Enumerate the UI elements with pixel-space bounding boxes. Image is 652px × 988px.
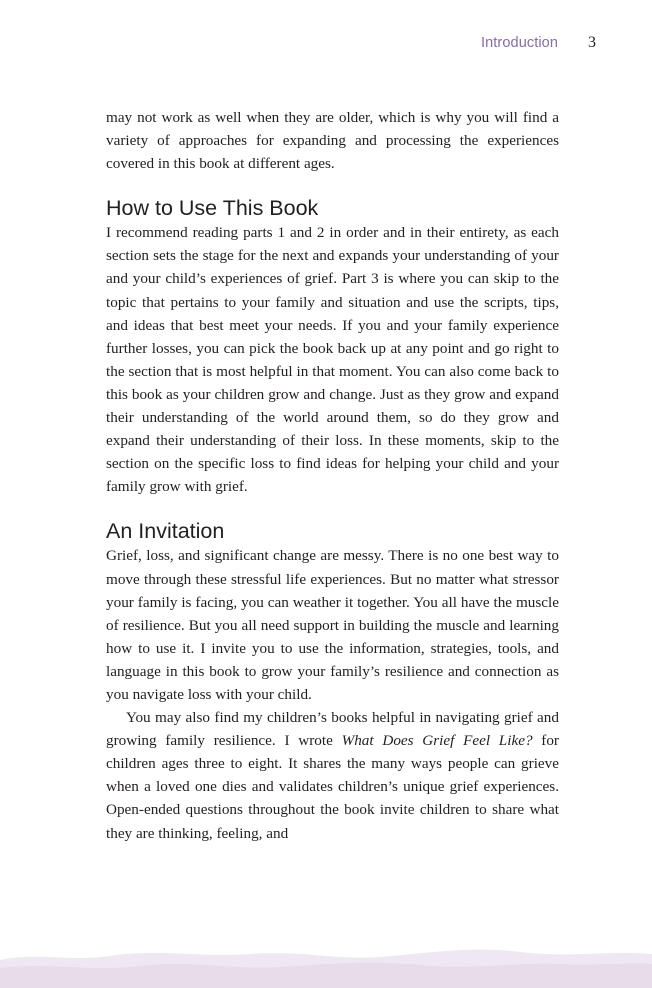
heading-invitation: An Invitation — [106, 519, 225, 544]
paragraph-childrens-books — [106, 706, 559, 845]
paragraph-text-start: You may also find my children’s books helpful in navigating grief and growing family resilience. I wrote — [106, 709, 559, 750]
paragraph-continued: may not work as well when they are older, which is why you will find a variety of approaches for expanding and processing the experiences covered in this book at different ages. — [106, 109, 559, 173]
page-body — [106, 106, 559, 845]
page-number: 3 — [588, 34, 596, 51]
paragraph-how-to-use: I recommend reading parts 1 and 2 in order and in their entirety, as each section sets the stage for the next and expands your understanding of your and your child’s experiences of grief. Part 3 is where you can skip to the topic that pertains to your family and situation and use the scripts, tips, and ideas that best meet your needs. If you and your family experience further losses, you can pick the book back up at any point and go right to the section that is most helpful in that moment. You can also come back to this book as your children grow and change. Just as they grow and expand their understanding of the world around them, so do they grow and expand their understanding of their loss. In these moments, skip to the section on the specific loss to find ideas for helping your child and your family grow with grief. — [106, 224, 559, 496]
book-title: What Does Grief Feel Like? — [341, 732, 533, 750]
running-head-section: Introduction — [481, 35, 558, 51]
paragraph-text-end: for children ages three to eight. It shares the many ways people can grieve when a loved one dies and validates children’s unique grief experiences. Open-ended questions throughout the book invite children to share what they are thinking, feeling, and — [106, 732, 559, 842]
running-header — [0, 34, 652, 56]
decorative-wave-footer — [0, 938, 652, 988]
paragraph-invitation: Grief, loss, and significant change are messy. There is no one best way to move through these stressful life experiences. But no matter what stressor your family is facing, you can weather it together. You all have the muscle of resilience. But you all need support in building the muscle and learning how to use it. I invite you to use the information, strategies, tools, and language in this book to grow your family’s resilience and connection as you navigate loss with your child. — [106, 547, 559, 703]
heading-how-to-use: How to Use This Book — [106, 196, 319, 221]
